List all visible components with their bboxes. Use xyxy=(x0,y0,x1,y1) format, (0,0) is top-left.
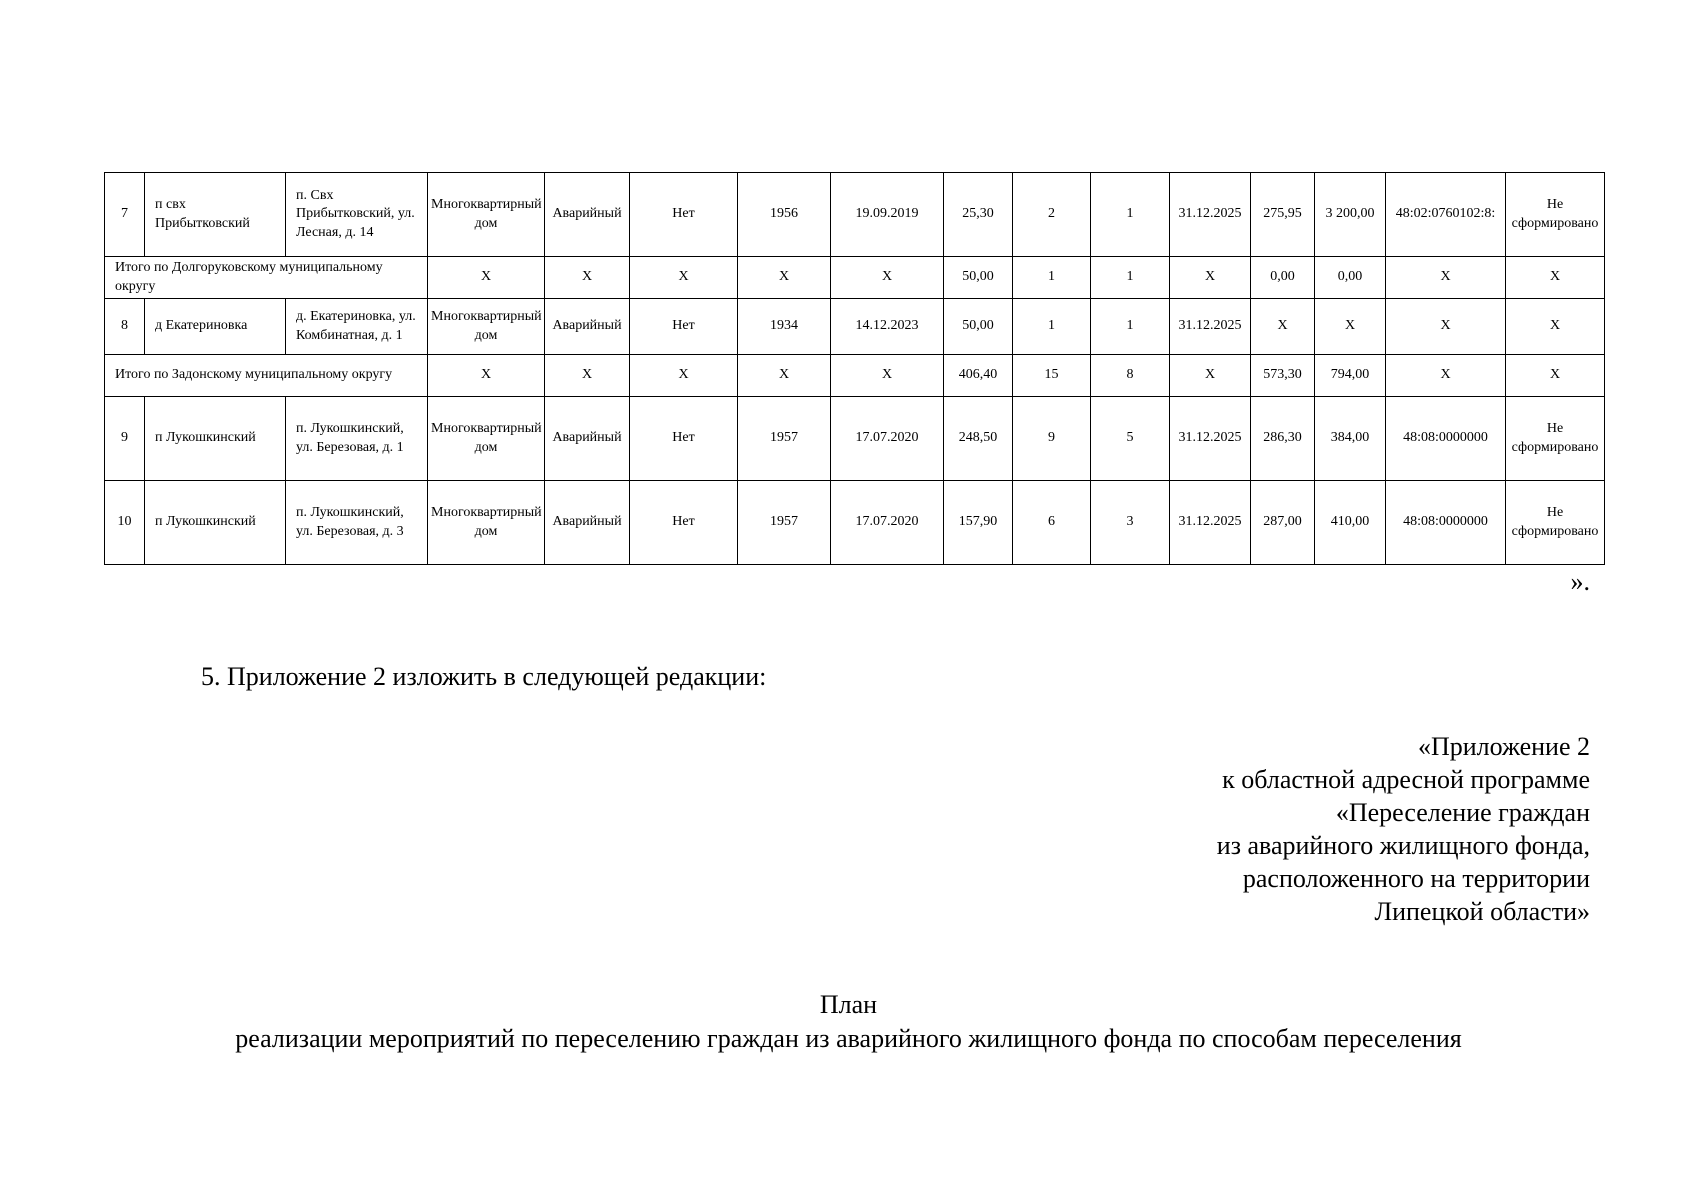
annex-line: «Переселение граждан xyxy=(1335,798,1590,827)
plan-subtitle: реализации мероприятий по переселению граждан из аварийного жилищного фонда по способам переселения xyxy=(235,1024,1462,1053)
table-cell: 31.12.2025 xyxy=(1170,299,1251,355)
table-cell: п Лукошкинский xyxy=(145,481,286,565)
table-cell: X xyxy=(1506,299,1605,355)
annex-line: к областной адресной программе xyxy=(1222,765,1590,794)
houses-table xyxy=(104,172,1605,565)
table-cell: д Екатериновка xyxy=(145,299,286,355)
table-cell: 2 xyxy=(1013,173,1091,257)
table-cell: 287,00 xyxy=(1251,481,1315,565)
table-cell: Нет xyxy=(630,173,738,257)
table-cell: 1957 xyxy=(738,481,831,565)
table-cell: 31.12.2025 xyxy=(1170,397,1251,481)
table-cell: X xyxy=(1315,299,1386,355)
table-cell: 1 xyxy=(1091,299,1170,355)
table-cell: 157,90 xyxy=(944,481,1013,565)
table-cell: 8 xyxy=(1091,355,1170,397)
table-cell: 5 xyxy=(1091,397,1170,481)
table-cell: 406,40 xyxy=(944,355,1013,397)
closing-quote: ». xyxy=(1570,567,1590,596)
table-cell: 1 xyxy=(1091,257,1170,299)
table-cell: 1 xyxy=(1013,299,1091,355)
table-cell: 7 xyxy=(105,173,145,257)
table-cell: 794,00 xyxy=(1315,355,1386,397)
table-cell: 384,00 xyxy=(1315,397,1386,481)
table-cell: 9 xyxy=(1013,397,1091,481)
table-cell: 6 xyxy=(1013,481,1091,565)
plan-title: План xyxy=(819,990,878,1019)
table-cell: 3 200,00 xyxy=(1315,173,1386,257)
table-cell: д. Екатериновка, ул. Комбинатная, д. 1 xyxy=(286,299,428,355)
table-cell: X xyxy=(1170,355,1251,397)
table-cell: п Лукошкинский xyxy=(145,397,286,481)
table-cell: X xyxy=(1506,257,1605,299)
table-cell: 8 xyxy=(105,299,145,355)
table-cell: 9 xyxy=(105,397,145,481)
table-row xyxy=(105,299,1605,355)
table-cell: 17.07.2020 xyxy=(831,397,944,481)
annex-line: «Приложение 2 xyxy=(1417,732,1590,761)
table-cell: Аварийный xyxy=(545,173,630,257)
table-cell: 50,00 xyxy=(944,299,1013,355)
table-cell: 1956 xyxy=(738,173,831,257)
table-cell: X xyxy=(1170,257,1251,299)
table-cell: X xyxy=(545,257,630,299)
table-cell: Многоквартирный дом xyxy=(428,397,545,481)
table-row xyxy=(105,481,1605,565)
table-cell: X xyxy=(1386,299,1506,355)
annex-line: расположенного на территории xyxy=(1242,864,1590,893)
annex-line: Липецкой области» xyxy=(1374,897,1590,926)
table-cell: 410,00 xyxy=(1315,481,1386,565)
table-total-row xyxy=(105,257,1605,299)
table-cell: Не сформировано xyxy=(1506,481,1605,565)
table-cell: 14.12.2023 xyxy=(831,299,944,355)
table-cell: 0,00 xyxy=(1251,257,1315,299)
table-cell: 1957 xyxy=(738,397,831,481)
table-cell: Итого по Долгоруковскому муниципальному округу xyxy=(105,257,428,299)
table-cell: п. Лукошкинский, ул. Березовая, д. 1 xyxy=(286,397,428,481)
annex-header xyxy=(990,730,1590,928)
table-cell: Нет xyxy=(630,481,738,565)
table-cell: 248,50 xyxy=(944,397,1013,481)
table-cell: 1934 xyxy=(738,299,831,355)
table-cell: X xyxy=(428,355,545,397)
table-cell: п. Свх Прибытковский, ул. Лесная, д. 14 xyxy=(286,173,428,257)
table-cell: 50,00 xyxy=(944,257,1013,299)
table-row xyxy=(105,397,1605,481)
item-5-instruction: 5. Приложение 2 изложить в следующей редакции: xyxy=(201,662,767,691)
table-cell: X xyxy=(738,257,831,299)
annex-line: из аварийного жилищного фонда, xyxy=(1216,831,1590,860)
table-cell: 17.07.2020 xyxy=(831,481,944,565)
table-cell: Аварийный xyxy=(545,299,630,355)
table-cell: 48:08:0000000 xyxy=(1386,397,1506,481)
table-cell: X xyxy=(630,257,738,299)
table-cell: X xyxy=(1506,355,1605,397)
table-cell: 15 xyxy=(1013,355,1091,397)
table-cell: 0,00 xyxy=(1315,257,1386,299)
table-cell: 3 xyxy=(1091,481,1170,565)
table-cell: 573,30 xyxy=(1251,355,1315,397)
table-cell: X xyxy=(1386,257,1506,299)
table-cell: Многоквартирный дом xyxy=(428,481,545,565)
table-row xyxy=(105,173,1605,257)
table-cell: 10 xyxy=(105,481,145,565)
table-cell: Нет xyxy=(630,299,738,355)
table-cell: X xyxy=(1251,299,1315,355)
table-cell: 286,30 xyxy=(1251,397,1315,481)
table-cell: X xyxy=(630,355,738,397)
table-cell: 1 xyxy=(1013,257,1091,299)
table-cell: 31.12.2025 xyxy=(1170,481,1251,565)
table-cell: X xyxy=(831,257,944,299)
table-cell: Многоквартирный дом xyxy=(428,299,545,355)
table-cell: 31.12.2025 xyxy=(1170,173,1251,257)
table-cell: Аварийный xyxy=(545,397,630,481)
table-cell: Нет xyxy=(630,397,738,481)
table-cell: 25,30 xyxy=(944,173,1013,257)
table-cell: X xyxy=(428,257,545,299)
table-cell: п. Лукошкинский, ул. Березовая, д. 3 xyxy=(286,481,428,565)
table-total-row xyxy=(105,355,1605,397)
table-cell: X xyxy=(1386,355,1506,397)
table-cell: X xyxy=(738,355,831,397)
table-cell: Аварийный xyxy=(545,481,630,565)
table-cell: 48:02:0760102:8: xyxy=(1386,173,1506,257)
table-cell: 275,95 xyxy=(1251,173,1315,257)
table-cell: Итого по Задонскому муниципальному округу xyxy=(105,355,428,397)
houses-table-body xyxy=(105,173,1605,565)
table-cell: Не сформировано xyxy=(1506,173,1605,257)
table-cell: 1 xyxy=(1091,173,1170,257)
table-cell: п свх Прибытковский xyxy=(145,173,286,257)
table-cell: Многоквартирный дом xyxy=(428,173,545,257)
table-cell: X xyxy=(545,355,630,397)
table-cell: 48:08:0000000 xyxy=(1386,481,1506,565)
table-cell: 19.09.2019 xyxy=(831,173,944,257)
table-cell: X xyxy=(831,355,944,397)
table-cell: Не сформировано xyxy=(1506,397,1605,481)
